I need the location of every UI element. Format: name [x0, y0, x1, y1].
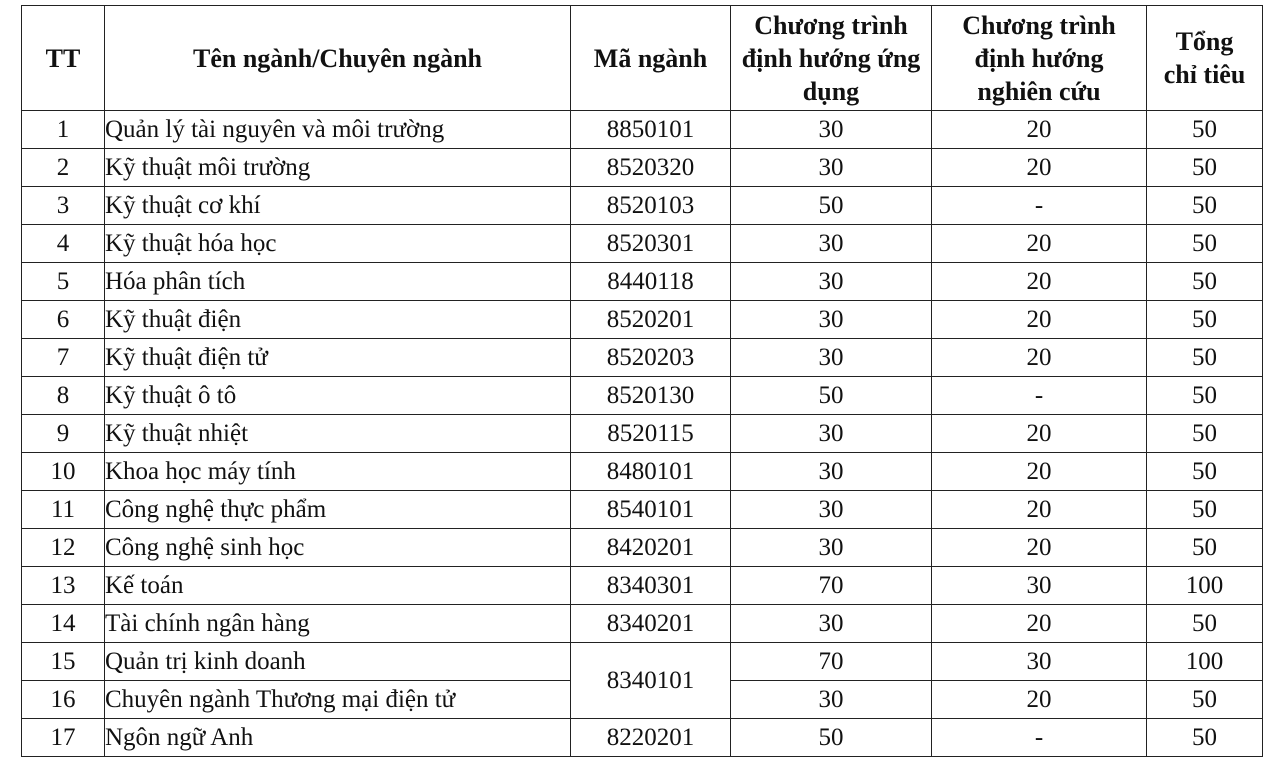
cell-total: 50 [1147, 263, 1263, 301]
cell-research: 20 [932, 301, 1147, 339]
admission-quota-table [21, 5, 1263, 757]
cell-total: 100 [1147, 643, 1263, 681]
cell-code: 8480101 [571, 453, 731, 491]
header-total-line2: chỉ tiêu [1163, 60, 1246, 89]
header-applied [731, 6, 932, 111]
header-research-line1: Chương trình [962, 10, 1116, 40]
table-row [22, 225, 1263, 263]
cell-total: 50 [1147, 225, 1263, 263]
cell-code: 8340301 [571, 567, 731, 605]
cell-tt: 5 [22, 263, 105, 301]
cell-tt: 9 [22, 415, 105, 453]
cell-applied: 30 [731, 681, 932, 719]
cell-tt: 3 [22, 187, 105, 225]
cell-tt: 11 [22, 491, 105, 529]
cell-research: 20 [932, 491, 1147, 529]
cell-name: Công nghệ thực phẩm [105, 491, 571, 529]
cell-total: 50 [1147, 111, 1263, 149]
cell-name: Hóa phân tích [105, 263, 571, 301]
cell-code: 8850101 [571, 111, 731, 149]
cell-code: 8440118 [571, 263, 731, 301]
cell-total: 50 [1147, 415, 1263, 453]
cell-research: 20 [932, 453, 1147, 491]
cell-research: - [932, 377, 1147, 415]
cell-name: Quản lý tài nguyên và môi trường [105, 111, 571, 149]
header-applied-line3: dụng [802, 76, 860, 106]
table-row [22, 605, 1263, 643]
cell-research: 30 [932, 567, 1147, 605]
cell-name: Tài chính ngân hàng [105, 605, 571, 643]
cell-name: Kỹ thuật ô tô [105, 377, 571, 415]
cell-name: Quản trị kinh doanh [105, 643, 571, 681]
table-row [22, 149, 1263, 187]
cell-total: 50 [1147, 339, 1263, 377]
cell-research: 30 [932, 643, 1147, 681]
table-row [22, 453, 1263, 491]
cell-applied: 30 [731, 339, 932, 377]
cell-code-merged: 8340101 [571, 643, 731, 719]
cell-code: 8520130 [571, 377, 731, 415]
header-applied-line2: định hướng ứng [741, 43, 921, 73]
table-row [22, 719, 1263, 757]
cell-code: 8520301 [571, 225, 731, 263]
cell-total: 50 [1147, 149, 1263, 187]
table-row [22, 301, 1263, 339]
table-row [22, 263, 1263, 301]
cell-tt: 2 [22, 149, 105, 187]
table-row [22, 377, 1263, 415]
cell-research: 20 [932, 415, 1147, 453]
cell-code: 8520203 [571, 339, 731, 377]
table-row [22, 111, 1263, 149]
cell-total: 100 [1147, 567, 1263, 605]
table-row [22, 415, 1263, 453]
header-total-line1: Tổng [1175, 27, 1234, 56]
cell-applied: 70 [731, 567, 932, 605]
cell-total: 50 [1147, 187, 1263, 225]
cell-total: 50 [1147, 453, 1263, 491]
cell-total: 50 [1147, 605, 1263, 643]
cell-research: - [932, 719, 1147, 757]
cell-code: 8340201 [571, 605, 731, 643]
cell-name: Kỹ thuật điện [105, 301, 571, 339]
cell-tt: 1 [22, 111, 105, 149]
cell-total: 50 [1147, 529, 1263, 567]
cell-applied: 30 [731, 301, 932, 339]
cell-total: 50 [1147, 719, 1263, 757]
cell-tt: 17 [22, 719, 105, 757]
cell-name: Kỹ thuật điện tử [105, 339, 571, 377]
header-research-line3: nghiên cứu [977, 76, 1101, 106]
cell-name: Kỹ thuật nhiệt [105, 415, 571, 453]
cell-tt: 14 [22, 605, 105, 643]
header-research [932, 6, 1147, 111]
cell-research: 20 [932, 225, 1147, 263]
cell-applied: 30 [731, 605, 932, 643]
cell-tt: 8 [22, 377, 105, 415]
cell-total: 50 [1147, 491, 1263, 529]
cell-research: - [932, 187, 1147, 225]
cell-applied: 50 [731, 719, 932, 757]
cell-tt: 7 [22, 339, 105, 377]
cell-applied: 30 [731, 225, 932, 263]
cell-research: 20 [932, 111, 1147, 149]
cell-code: 8220201 [571, 719, 731, 757]
header-applied-line1: Chương trình [754, 10, 908, 40]
table-row [22, 491, 1263, 529]
cell-code: 8520115 [571, 415, 731, 453]
cell-name: Chuyên ngành Thương mại điện tử [105, 681, 571, 719]
cell-name: Khoa học máy tính [105, 453, 571, 491]
cell-code: 8420201 [571, 529, 731, 567]
cell-tt: 12 [22, 529, 105, 567]
cell-applied: 50 [731, 187, 932, 225]
table-row [22, 529, 1263, 567]
cell-applied: 30 [731, 415, 932, 453]
cell-research: 20 [932, 149, 1147, 187]
cell-tt: 15 [22, 643, 105, 681]
cell-tt: 16 [22, 681, 105, 719]
cell-applied: 30 [731, 491, 932, 529]
cell-name: Kỹ thuật hóa học [105, 225, 571, 263]
cell-total: 50 [1147, 681, 1263, 719]
cell-research: 20 [932, 339, 1147, 377]
cell-code: 8520201 [571, 301, 731, 339]
cell-applied: 30 [731, 529, 932, 567]
cell-code: 8520103 [571, 187, 731, 225]
table-row [22, 643, 1263, 681]
cell-research: 20 [932, 605, 1147, 643]
cell-tt: 13 [22, 567, 105, 605]
table-row [22, 567, 1263, 605]
cell-research: 20 [932, 681, 1147, 719]
cell-total: 50 [1147, 377, 1263, 415]
header-research-line2: định hướng [974, 43, 1104, 73]
cell-name: Công nghệ sinh học [105, 529, 571, 567]
table-row [22, 339, 1263, 377]
cell-total: 50 [1147, 301, 1263, 339]
cell-applied: 30 [731, 453, 932, 491]
cell-applied: 30 [731, 263, 932, 301]
cell-code: 8540101 [571, 491, 731, 529]
cell-tt: 10 [22, 453, 105, 491]
cell-code: 8520320 [571, 149, 731, 187]
header-code [571, 6, 731, 111]
cell-name: Kỹ thuật môi trường [105, 149, 571, 187]
header-code-label: Mã ngành [593, 43, 708, 73]
cell-applied: 50 [731, 377, 932, 415]
header-tt-label: TT [45, 43, 81, 73]
cell-name: Kế toán [105, 567, 571, 605]
table-row [22, 187, 1263, 225]
header-tt [22, 6, 105, 111]
cell-applied: 30 [731, 111, 932, 149]
cell-research: 20 [932, 263, 1147, 301]
cell-name: Ngôn ngữ Anh [105, 719, 571, 757]
cell-research: 20 [932, 529, 1147, 567]
header-row [22, 6, 1263, 111]
cell-tt: 6 [22, 301, 105, 339]
header-name [105, 6, 571, 111]
cell-tt: 4 [22, 225, 105, 263]
cell-applied: 30 [731, 149, 932, 187]
header-name-label: Tên ngành/Chuyên ngành [192, 43, 483, 73]
header-total [1147, 6, 1263, 111]
cell-name: Kỹ thuật cơ khí [105, 187, 571, 225]
cell-applied: 70 [731, 643, 932, 681]
